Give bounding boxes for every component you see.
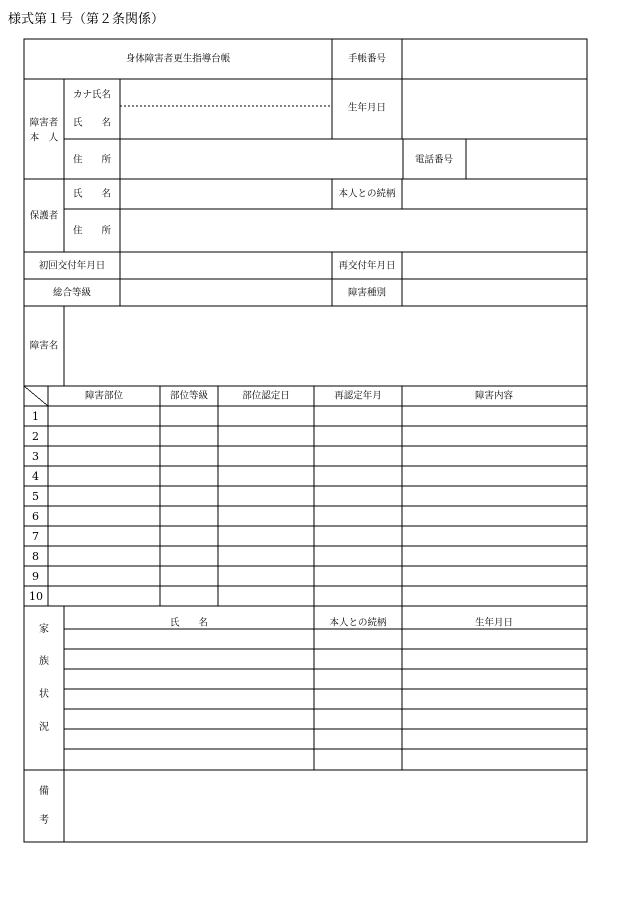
col-recert-month: 再認定年月 — [334, 390, 382, 402]
guardian-group-label: 保護者 — [29, 210, 59, 222]
techo-number-label: 手帳番号 — [347, 53, 387, 65]
person-address-label: 住 所 — [72, 154, 112, 166]
family-name-header: 氏 名 — [169, 617, 209, 629]
row-number-5: 5 — [32, 490, 39, 503]
col-disability-content: 障害内容 — [474, 390, 514, 402]
person-name-label: 氏 名 — [72, 117, 112, 129]
person-group-label-1: 障害者 — [29, 117, 59, 129]
phone-label: 電話番号 — [414, 154, 454, 166]
row-number-4: 4 — [32, 470, 39, 483]
overall-grade-label: 総合等級 — [52, 287, 92, 299]
row-number-3: 3 — [32, 450, 39, 463]
row-number-6: 6 — [32, 510, 39, 523]
family-label-4: 況 — [39, 722, 49, 733]
guardian-relation-label: 本人との続柄 — [338, 188, 396, 200]
disability-name-label: 障害名 — [29, 340, 59, 352]
family-label-2: 族 — [39, 656, 49, 667]
remarks-label-2: 考 — [39, 815, 49, 826]
col-part-cert-date: 部位認定日 — [242, 390, 290, 402]
kana-name-label: カナ氏名 — [72, 89, 112, 101]
family-label-1: 家 — [39, 624, 49, 635]
guardian-address-label: 住 所 — [72, 225, 112, 237]
reissue-label: 再交付年月日 — [338, 260, 396, 272]
family-relation-header: 本人との続柄 — [329, 617, 387, 629]
first-issue-label: 初回交付年月日 — [38, 260, 106, 272]
row-number-9: 9 — [32, 570, 39, 583]
row-number-8: 8 — [32, 550, 39, 563]
row-number-1: 1 — [32, 410, 39, 423]
row-number-7: 7 — [32, 530, 39, 543]
ledger-title: 身体障害者更生指導台帳 — [125, 53, 231, 65]
form-title: 様式第１号（第２条関係） — [8, 12, 165, 27]
person-group-label-2: 本 人 — [29, 132, 59, 144]
family-birth-header: 生年月日 — [474, 617, 514, 629]
col-disability-part: 障害部位 — [84, 390, 124, 402]
col-part-grade: 部位等級 — [169, 390, 209, 402]
row-number-2: 2 — [32, 430, 39, 443]
family-label-3: 状 — [39, 689, 49, 700]
guardian-name-label: 氏 名 — [72, 188, 112, 200]
disability-type-label: 障害種別 — [347, 287, 387, 299]
row-number-10: 10 — [29, 590, 43, 603]
birth-date-label: 生年月日 — [347, 102, 387, 114]
remarks-label-1: 備 — [39, 786, 49, 797]
